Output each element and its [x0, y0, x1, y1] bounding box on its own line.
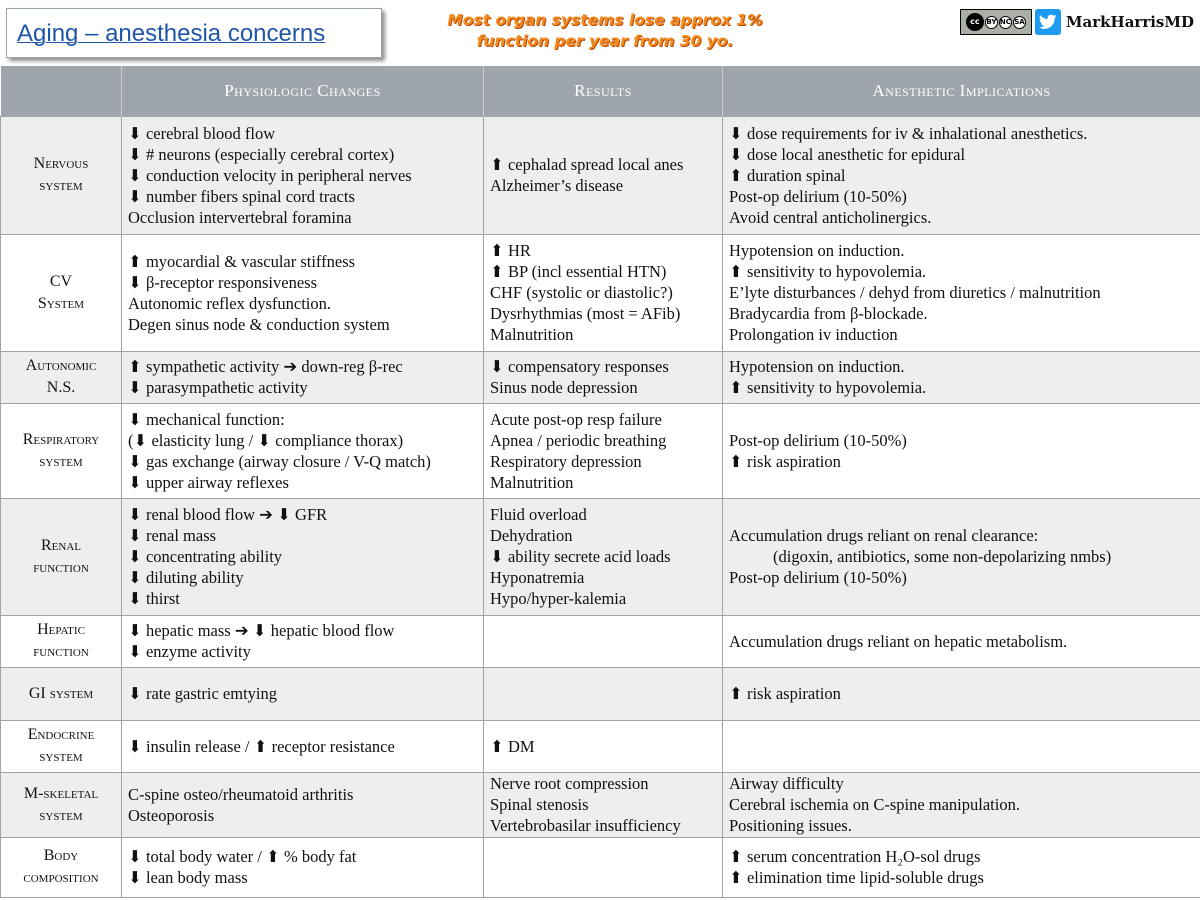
cell-line: ⬆ BP (incl essential HTN): [490, 262, 667, 281]
results-cell: [484, 615, 723, 667]
changes-cell: [122, 234, 484, 351]
cell-line: Nerve root compression: [490, 774, 649, 793]
system-label: system: [39, 177, 83, 194]
cell-line: (digoxin, antibiotics, some non-depolarizing nmbs): [773, 547, 1112, 566]
implications-cell: [723, 837, 1200, 897]
system-cell: [1, 837, 122, 897]
cc-icon: cc: [966, 13, 984, 31]
table-header-row: [1, 66, 1200, 116]
cell-line: ⬆ myocardial & vascular stiffness: [128, 251, 356, 271]
cell-line: Alzheimer’s disease: [490, 176, 624, 195]
cell-line: ⬇ diluting ability: [128, 568, 244, 587]
cell-line: Occlusion intervertebral foramina: [128, 207, 352, 227]
system-label: M-skeletal: [23, 784, 99, 802]
fact-banner: [440, 10, 770, 52]
cell-line: (⬇ elasticity lung / ⬇ compliance thorax): [128, 430, 404, 450]
table-row: [1, 615, 1200, 667]
system-label: Hepatic: [37, 621, 85, 638]
cell-line: Hypotension on induction.: [729, 241, 905, 260]
cell-line: Hypotension on induction.: [729, 357, 905, 376]
results-cell: [484, 720, 723, 772]
results-cell: [484, 837, 723, 897]
cell-line: ⬆ sensitivity to hypovolemia.: [729, 262, 927, 281]
system-cell: [1, 772, 122, 837]
cell-line: Positioning issues.: [729, 816, 852, 835]
system-label: GI system: [28, 684, 94, 702]
results-cell: [484, 116, 723, 234]
table-row: [1, 498, 1200, 615]
cell-line: Dehydration: [490, 526, 573, 545]
cell-line: Cerebral ischemia on C-spine manipulation.: [729, 795, 1020, 814]
system-label: composition: [23, 869, 99, 886]
system-label: system: [39, 806, 83, 824]
system-label: System: [37, 294, 85, 312]
table-row: [1, 116, 1200, 234]
cell-line: Prolongation iv induction: [729, 325, 898, 344]
cell-line: ⬆ sensitivity to hypovolemia.: [729, 378, 927, 397]
table-row: [1, 351, 1200, 403]
cell-line: Acute post-op resp failure: [490, 409, 662, 429]
fact-banner-line-1: Most organ systems lose approx 1%: [447, 11, 763, 29]
system-cell: [1, 403, 122, 498]
twitter-bird-icon[interactable]: [1035, 9, 1061, 35]
cell-line: ⬇ renal mass: [128, 526, 217, 545]
cell-line: Degen sinus node & conduction system: [128, 314, 390, 334]
results-cell: [484, 234, 723, 351]
header-physiologic-changes: Physiologic Changes: [122, 66, 484, 116]
system-label: system: [39, 748, 83, 765]
table-row: [1, 234, 1200, 351]
cell-line: ⬆ cephalad spread local anes: [490, 155, 684, 174]
cell-line: ⬆ HR: [490, 241, 531, 260]
cell-line: ⬆ elimination time lipid-soluble drugs: [729, 868, 984, 887]
system-cell: [1, 615, 122, 667]
cell-line: Autonomic reflex dysfunction.: [128, 293, 331, 313]
system-label: N.S.: [46, 379, 76, 396]
aging-anesthesia-table: [0, 66, 1200, 898]
cell-line: Fluid overload: [490, 505, 587, 524]
cell-line: Sinus node depression: [490, 378, 638, 397]
cell-line: ⬇ parasympathetic activity: [128, 378, 308, 397]
results-cell: [484, 667, 723, 720]
changes-cell: [122, 498, 484, 615]
system-cell: [1, 720, 122, 772]
fact-banner-line-2: function per year from 30 yo.: [476, 32, 734, 50]
table-row: [1, 837, 1200, 897]
header-system: [1, 66, 122, 116]
cell-line: Vertebrobasilar insufficiency: [490, 816, 681, 835]
cell-line: Hypo/hyper-kalemia: [490, 589, 627, 608]
cell-line: E’lyte disturbances / dehyd from diuretics / malnutrition: [729, 283, 1101, 302]
cell-line: ⬇ enzyme activity: [128, 642, 251, 661]
changes-cell: [122, 772, 484, 837]
cell-line: ⬇ rate gastric emtying: [128, 684, 277, 703]
system-label: Renal: [41, 536, 81, 554]
cell-line: ⬇ concentrating ability: [128, 547, 283, 566]
implications-cell: [723, 116, 1200, 234]
implications-cell: [723, 667, 1200, 720]
cell-line: Post-op delirium (10-50%): [729, 430, 907, 450]
author-handle[interactable]: MarkHarrisMD: [1065, 13, 1194, 31]
cell-line: Airway difficulty: [729, 774, 844, 793]
implications-cell: [723, 234, 1200, 351]
cell-line: C-spine osteo/rheumatoid arthritis: [128, 784, 354, 804]
changes-cell: [122, 837, 484, 897]
system-label: Endocrine: [27, 726, 95, 743]
implications-cell: [723, 615, 1200, 667]
changes-cell: [122, 116, 484, 234]
system-label: Body: [43, 847, 79, 864]
system-label: CV: [49, 272, 73, 290]
implications-cell: [723, 772, 1200, 837]
cell-line: ⬆ sympathetic activity ➔ down-reg β-rec: [128, 357, 403, 376]
nc-icon: NC: [999, 16, 1012, 29]
cell-line: ⬇ number fibers spinal cord tracts: [128, 186, 355, 206]
results-cell: [484, 498, 723, 615]
system-cell: [1, 234, 122, 351]
implications-cell: [723, 351, 1200, 403]
cell-line: ⬆ serum concentration H₂O-sol drugs: [729, 847, 981, 866]
cell-line: ⬇ renal blood flow ➔ ⬇ GFR: [128, 505, 328, 524]
cell-line: ⬇ total body water / ⬆ % body fat: [128, 847, 357, 866]
cell-line: Malnutrition: [490, 325, 574, 344]
changes-cell: [122, 351, 484, 403]
sa-icon: SA: [1013, 16, 1026, 29]
implications-cell: [723, 720, 1200, 772]
cell-line: ⬇ lean body mass: [128, 868, 248, 887]
cell-line: Post-op delirium (10-50%): [729, 186, 907, 206]
cell-line: ⬆ risk aspiration: [729, 684, 841, 703]
system-cell: [1, 351, 122, 403]
system-label: system: [39, 452, 83, 470]
by-icon: BY: [985, 16, 998, 29]
cell-line: ⬇ dose requirements for iv & inhalational anesthetics.: [729, 123, 1088, 143]
cell-line: ⬇ hepatic mass ➔ ⬇ hepatic blood flow: [128, 621, 395, 640]
cell-line: ⬆ DM: [490, 736, 535, 756]
changes-cell: [122, 403, 484, 498]
table-row: [1, 667, 1200, 720]
system-label: function: [33, 643, 89, 660]
slide-title: Aging – anesthesia concerns: [17, 20, 326, 47]
header-results: Results: [484, 66, 723, 116]
cell-line: ⬇ cerebral blood flow: [128, 123, 276, 143]
cell-line: ⬆ risk aspiration: [729, 451, 841, 471]
system-label: Respiratory: [22, 430, 100, 448]
cell-line: Avoid central anticholinergics.: [729, 207, 932, 227]
cell-line: ⬇ upper airway reflexes: [128, 472, 289, 492]
cell-line: Respiratory depression: [490, 451, 642, 471]
changes-cell: [122, 615, 484, 667]
cell-line: ⬇ mechanical function:: [128, 409, 285, 429]
cell-line: CHF (systolic or diastolic?): [490, 283, 673, 302]
changes-cell: [122, 667, 484, 720]
cell-line: Spinal stenosis: [490, 795, 589, 814]
cell-line: Accumulation drugs reliant on renal clearance:: [729, 526, 1039, 545]
cell-line: Accumulation drugs reliant on hepatic metabolism.: [729, 631, 1068, 651]
system-cell: [1, 116, 122, 234]
implications-cell: [723, 403, 1200, 498]
cell-line: Dysrhythmias (most = AFib): [490, 304, 681, 323]
title-box: [6, 8, 382, 58]
twitter-bird-glyph: [1039, 14, 1057, 30]
header-anesthetic-implications: Anesthetic Implications: [723, 66, 1200, 116]
author-credit: [960, 8, 1194, 36]
cell-line: ⬇ # neurons (especially cerebral cortex): [128, 144, 395, 164]
cell-line: ⬆ duration spinal: [729, 165, 846, 185]
table-row: [1, 772, 1200, 837]
cell-line: ⬇ β-receptor responsiveness: [128, 272, 317, 292]
cell-line: Apnea / periodic breathing: [490, 430, 667, 450]
system-cell: [1, 498, 122, 615]
table-row: [1, 403, 1200, 498]
system-cell: [1, 667, 122, 720]
cc-license-icon: [960, 9, 1032, 35]
cell-line: Hyponatremia: [490, 568, 585, 587]
cell-line: Osteoporosis: [128, 805, 215, 825]
cell-line: ⬇ compensatory responses: [490, 357, 669, 376]
results-cell: [484, 403, 723, 498]
cell-line: ⬇ thirst: [128, 589, 180, 608]
table-row: [1, 720, 1200, 772]
system-label: Nervous: [33, 155, 89, 172]
results-cell: [484, 772, 723, 837]
system-label: function: [33, 558, 89, 576]
cell-line: ⬇ gas exchange (airway closure / V-Q match): [128, 451, 431, 471]
cell-line: Bradycardia from β-blockade.: [729, 304, 928, 323]
cell-line: ⬇ conduction velocity in peripheral nerves: [128, 165, 412, 185]
cell-line: Malnutrition: [490, 472, 574, 492]
implications-cell: [723, 498, 1200, 615]
changes-cell: [122, 720, 484, 772]
results-cell: [484, 351, 723, 403]
system-label: Autonomic: [25, 357, 97, 374]
cell-line: Post-op delirium (10-50%): [729, 568, 907, 587]
cell-line: ⬇ ability secrete acid loads: [490, 547, 671, 566]
cell-line: ⬇ insulin release / ⬆ receptor resistance: [128, 736, 395, 756]
cell-line: ⬇ dose local anesthetic for epidural: [729, 144, 966, 164]
